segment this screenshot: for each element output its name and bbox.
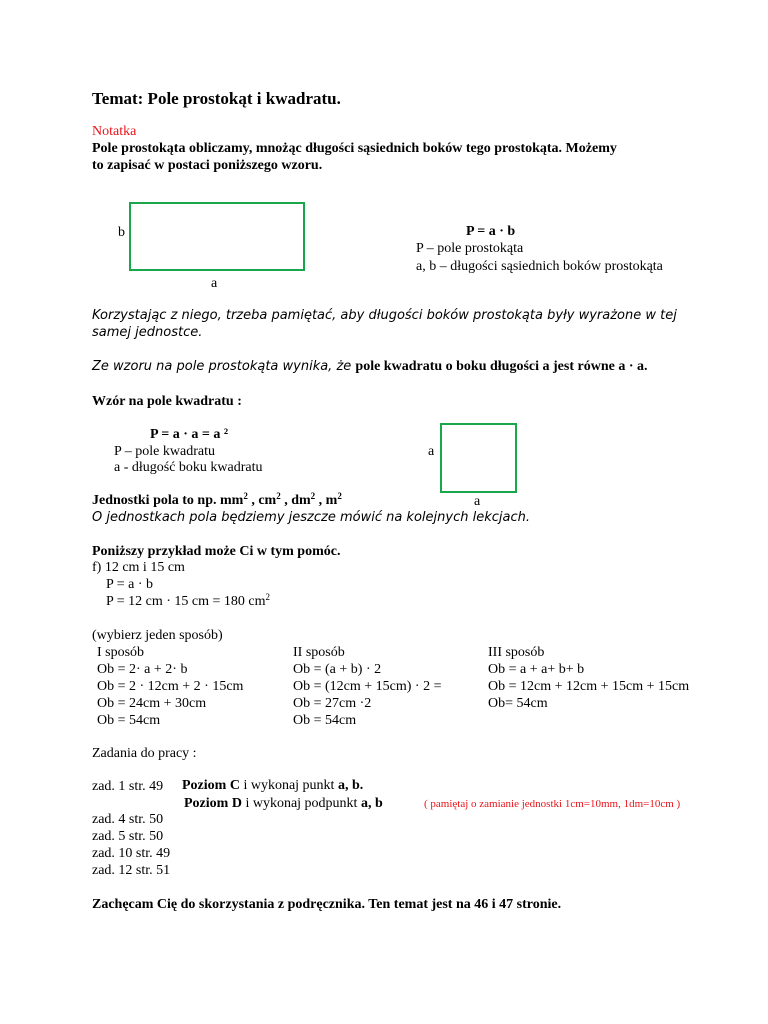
units-sq-2: 2 bbox=[276, 491, 281, 501]
units-sq-3: 2 bbox=[310, 491, 316, 501]
square-side-bottom-label: a bbox=[474, 494, 481, 509]
units-line bbox=[92, 492, 342, 509]
level-c-text: i wykonaj punkt bbox=[239, 778, 338, 793]
example-line-2: P = a · b bbox=[106, 577, 154, 592]
example-line-1: f) 12 cm i 15 cm bbox=[92, 560, 185, 575]
example-heading: Poniższy przykład może Ci w tym pomóc. bbox=[92, 544, 341, 559]
method-2-line: Ob = 27cm ·2 bbox=[293, 696, 372, 711]
level-c-label: Poziom C bbox=[182, 778, 240, 793]
square-shape bbox=[440, 423, 517, 493]
square-conclusion bbox=[92, 358, 648, 375]
rectangle-shape bbox=[129, 202, 305, 271]
method-3-line: Ob = a + a+ b+ b bbox=[488, 662, 585, 677]
intro-line-1: Pole prostokąta obliczamy, mnożąc długości sąsiednich boków tego prostokąta. Możemy bbox=[92, 141, 617, 156]
method-3-header: III sposób bbox=[488, 645, 545, 660]
task-item: zad. 10 str. 49 bbox=[92, 846, 171, 861]
square-side-left-label: a bbox=[428, 444, 435, 459]
method-1-header: I sposób bbox=[97, 645, 145, 660]
method-2-line: Ob = (a + b) · 2 bbox=[293, 662, 382, 677]
method-1-line: Ob = 2· a + 2· b bbox=[97, 662, 188, 677]
page-title: Temat: Pole prostokąt i kwadratu. bbox=[92, 89, 341, 108]
task-1: zad. 1 str. 49 bbox=[92, 779, 164, 794]
square-legend-a: a - długość boku kwadratu bbox=[114, 460, 263, 475]
units-note-line-1: Korzystając z niego, trzeba pamiętać, aby długości boków prostokąta były wyrażone w tej bbox=[92, 308, 677, 323]
method-3-line: Ob = 12cm + 12cm + 15cm + 15cm bbox=[488, 679, 690, 694]
square-legend-p: P – pole kwadratu bbox=[114, 444, 215, 459]
task-item: zad. 5 str. 50 bbox=[92, 829, 164, 844]
rectangle-side-a-label: a bbox=[211, 276, 218, 291]
units-sq-1: 2 bbox=[243, 491, 248, 501]
level-d-text: i wykonaj podpunkt bbox=[241, 796, 361, 811]
rectangle-side-b-label: b bbox=[118, 225, 125, 240]
example-line-3-sq: 2 bbox=[265, 592, 271, 602]
method-1-line: Ob = 24cm + 30cm bbox=[97, 696, 207, 711]
square-conclusion-bold: pole kwadratu o boku długości a jest równe a · a. bbox=[355, 359, 648, 374]
unit-reminder: ( pamiętaj o zamianie jednostki 1cm=10mm, 1dm=10cm ) bbox=[424, 798, 681, 810]
square-formula: P = a · a = a ² bbox=[150, 427, 229, 442]
method-3-line: Ob= 54cm bbox=[488, 696, 548, 711]
method-2-line: Ob = (12cm + 15cm) · 2 = bbox=[293, 679, 442, 694]
level-c-points: a, b. bbox=[337, 778, 364, 793]
example-line-3 bbox=[106, 593, 270, 610]
units-sep-3: , m bbox=[315, 493, 338, 508]
rectangle-formula: P = a · b bbox=[466, 224, 516, 239]
square-conclusion-italic: Ze wzoru na pole prostokąta wynika, że bbox=[92, 359, 356, 374]
method-1-line: Ob = 54cm bbox=[97, 713, 161, 728]
example-line-3-text: P = 12 cm · 15 cm = 180 cm bbox=[106, 594, 266, 609]
units-sep-2: , dm bbox=[280, 493, 311, 508]
task-level-d bbox=[184, 795, 383, 812]
rectangle-legend-ab: a, b – długości sąsiednich boków prostokąta bbox=[416, 259, 663, 274]
units-future-note: O jednostkach pola będziemy jeszcze mówić na kolejnych lekcjach. bbox=[92, 510, 530, 525]
units-prefix: Jednostki pola to np. mm bbox=[92, 493, 244, 508]
units-note-line-2: samej jednostce. bbox=[92, 325, 203, 340]
level-d-points: a, b bbox=[360, 796, 383, 811]
method-2-header: II sposób bbox=[293, 645, 345, 660]
notatka-label: Notatka bbox=[92, 124, 137, 139]
closing-note: Zachęcam Cię do skorzystania z podręcznika. Ten temat jest na 46 i 47 stronie. bbox=[92, 897, 562, 912]
method-2-line: Ob = 54cm bbox=[293, 713, 357, 728]
intro-line-2: to zapisać w postaci poniższego wzoru. bbox=[92, 158, 323, 173]
method-1-line: Ob = 2 · 12cm + 2 · 15cm bbox=[97, 679, 244, 694]
task-level-c bbox=[182, 777, 363, 794]
units-sep-1: , cm bbox=[247, 493, 277, 508]
square-heading: Wzór na pole kwadratu : bbox=[92, 394, 242, 409]
task-item: zad. 4 str. 50 bbox=[92, 812, 164, 827]
units-sq-4: 2 bbox=[337, 491, 342, 501]
rectangle-legend-p: P – pole prostokąta bbox=[416, 241, 524, 256]
level-d-label: Poziom D bbox=[184, 796, 242, 811]
methods-choose: (wybierz jeden sposób) bbox=[92, 628, 223, 643]
task-item: zad. 12 str. 51 bbox=[92, 863, 171, 878]
tasks-heading: Zadania do pracy : bbox=[92, 746, 197, 761]
